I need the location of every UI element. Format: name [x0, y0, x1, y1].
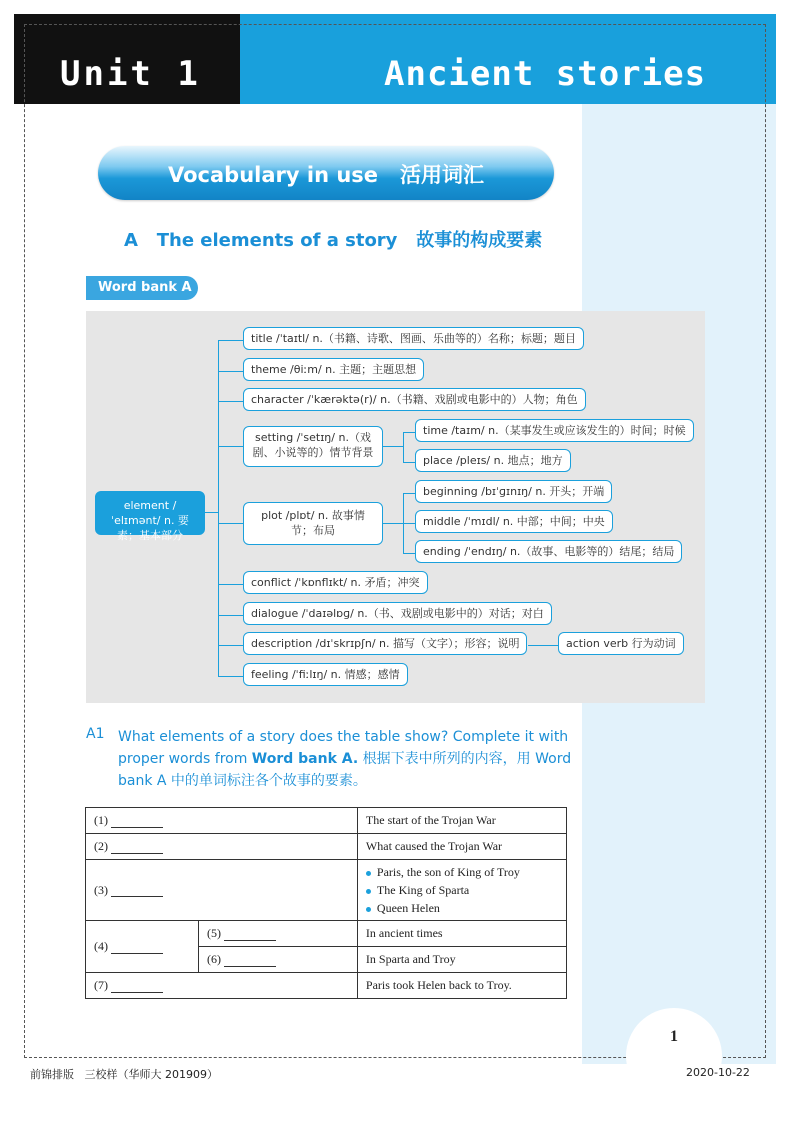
table-cell-label: (7) — [86, 973, 358, 999]
bullet-icon — [366, 907, 371, 912]
node-conflict: conflict /ˈkɒnflɪkt/ n. 矛盾；冲突 — [243, 571, 428, 594]
node-beginning: beginning /bɪˈɡɪnɪŋ/ n. 开头；开端 — [415, 480, 612, 503]
connector-line — [383, 446, 403, 447]
table-cell-label: (2) — [86, 834, 358, 860]
connector-line — [528, 645, 558, 646]
connector-line — [383, 523, 403, 524]
connector-line — [403, 493, 415, 494]
list-item: Queen Helen — [366, 899, 558, 917]
footer-date: 2020-10-22 — [686, 1066, 750, 1079]
node-ending: ending /ˈendɪŋ/ n.（故事、电影等的）结尾；结局 — [415, 540, 682, 563]
connector-line — [403, 462, 415, 463]
node-title: title /ˈtaɪtl/ n.（书籍、诗歌、图画、乐曲等的）名称；标题；题目 — [243, 327, 584, 350]
table-cell-label: (6) — [199, 947, 358, 973]
diagram-root-element: element /ˈelɪmənt/ n. 要素；基本部分 — [95, 491, 205, 535]
table-cell-list — [357, 860, 566, 921]
answer-blank[interactable] — [224, 954, 276, 967]
connector-line — [218, 340, 219, 677]
table-cell-value: What caused the Trojan War — [357, 834, 566, 860]
page-number-circle — [626, 1008, 722, 1104]
answer-blank[interactable] — [111, 884, 163, 897]
table-row — [86, 834, 567, 860]
table-cell-value: Paris took Helen back to Troy. — [357, 973, 566, 999]
answer-blank[interactable] — [111, 980, 163, 993]
connector-line — [218, 401, 243, 402]
connector-line — [205, 512, 218, 513]
node-action-verb: action verb 行为动词 — [558, 632, 684, 655]
node-middle: middle /ˈmɪdl/ n. 中部；中间；中央 — [415, 510, 613, 533]
connector-line — [218, 584, 243, 585]
section-heading: A The elements of a story 故事的构成要素 — [124, 230, 543, 251]
table-row — [86, 973, 567, 999]
vocabulary-banner-text: Vocabulary in use 活用词汇 — [168, 163, 484, 187]
list-item: Paris, the son of King of Troy — [366, 863, 558, 881]
table-cell-label: (4) — [86, 921, 199, 973]
question-number: A1 — [86, 726, 105, 742]
unit-title: Ancient stories — [384, 54, 707, 94]
connector-line — [218, 615, 243, 616]
node-plot: plot /plɒt/ n. 故事情节；布局 — [243, 502, 383, 545]
question-text-cn: 根据下表中所列的内容，用 Word bank A 中的单词标注各个故事的要素。 — [118, 751, 572, 789]
node-character: character /ˈkærəktə(r)/ n.（书籍、戏剧或电影中的）人物；角色 — [243, 388, 586, 411]
node-feeling: feeling /ˈfiːlɪŋ/ n. 情感；感情 — [243, 663, 408, 686]
node-theme: theme /θiːm/ n. 主题；主题思想 — [243, 358, 424, 381]
node-setting: setting /ˈsetɪŋ/ n.（戏剧、小说等的）情节背景 — [243, 426, 383, 467]
table-cell-label: (5) — [199, 921, 358, 947]
bullet-icon — [366, 889, 371, 894]
table-cell-label: (3) — [86, 860, 358, 921]
answer-blank[interactable] — [111, 841, 163, 854]
node-time: time /taɪm/ n.（某事发生或应该发生的）时间；时候 — [415, 419, 694, 442]
connector-line — [403, 432, 404, 462]
unit-label: Unit 1 — [60, 54, 201, 94]
node-place: place /pleɪs/ n. 地点；地方 — [415, 449, 571, 472]
table-row — [86, 860, 567, 921]
answer-blank[interactable] — [224, 928, 276, 941]
connector-line — [218, 645, 243, 646]
list-item: The King of Sparta — [366, 881, 558, 899]
table-cell-value: The start of the Trojan War — [357, 808, 566, 834]
answer-blank[interactable] — [111, 941, 163, 954]
table-row — [86, 921, 567, 947]
connector-line — [218, 676, 243, 677]
table-cell-label: (1) — [86, 808, 358, 834]
connector-line — [218, 371, 243, 372]
question-text-plain: What elements of a story does the table show? Complete it with proper words from — [118, 729, 569, 767]
table-row — [86, 808, 567, 834]
page-number: 1 — [670, 1028, 678, 1045]
question-text-bold: Word bank A. — [251, 751, 359, 767]
table-cell-value: In Sparta and Troy — [357, 947, 566, 973]
footer-left-text: 前锦排版 三校样（华师大 201909） — [30, 1068, 218, 1081]
connector-line — [403, 523, 415, 524]
node-description: description /dɪˈskrɪpʃn/ n. 描写（文字）；形容；说明 — [243, 632, 527, 655]
question-text — [118, 726, 580, 792]
table-cell-value: In ancient times — [357, 921, 566, 947]
answer-blank[interactable] — [111, 815, 163, 828]
story-elements-table — [85, 807, 567, 999]
bullet-icon — [366, 871, 371, 876]
connector-line — [218, 446, 243, 447]
connector-line — [403, 553, 415, 554]
word-bank-tag: Word bank A — [86, 276, 198, 300]
connector-line — [218, 340, 243, 341]
connector-line — [403, 432, 415, 433]
connector-line — [218, 523, 243, 524]
node-dialogue: dialogue /ˈdaɪəlɒɡ/ n.（书、戏剧或电影中的）对话；对白 — [243, 602, 552, 625]
